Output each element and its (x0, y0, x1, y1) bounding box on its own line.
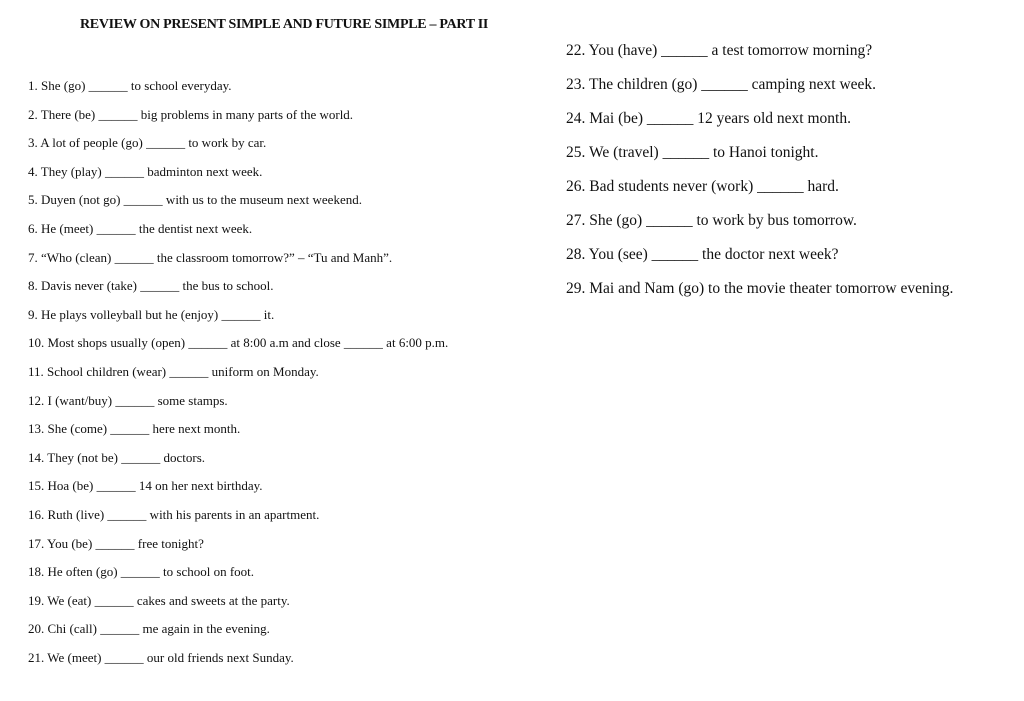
exercise-item: 21. We (meet) ______ our old friends next Sunday. (28, 649, 294, 665)
exercise-item: 14. They (not be) ______ doctors. (28, 449, 206, 465)
exercise-item: 24. Mai (be) ______ 12 years old next month. (566, 110, 851, 127)
exercise-item: 4. They (play) ______ badminton next week. (28, 163, 263, 179)
exercise-item: 9. He plays volleyball but he (enjoy) ______ it. (28, 306, 275, 322)
exercise-item: 28. You (see) ______ the doctor next week? (566, 246, 839, 263)
left-column (28, 76, 548, 676)
exercise-item: 10. Most shops usually (open) ______ at 8:00 a.m and close ______ at 6:00 p.m. (28, 335, 449, 351)
exercise-item: 13. She (come) ______ here next month. (28, 421, 241, 437)
exercise-item: 8. Davis never (take) ______ the bus to school. (28, 278, 274, 294)
right-column (566, 40, 1016, 312)
exercise-item: 6. He (meet) ______ the dentist next week. (28, 220, 253, 236)
exercise-item: 22. You (have) ______ a test tomorrow morning? (566, 42, 873, 59)
exercise-item: 15. Hoa (be) ______ 14 on her next birthday. (28, 478, 263, 494)
exercise-item: 5. Duyen (not go) ______ with us to the museum next weekend. (28, 192, 362, 208)
exercise-item: 2. There (be) ______ big problems in many parts of the world. (28, 106, 354, 122)
exercise-item: 3. A lot of people (go) ______ to work by car. (28, 135, 267, 151)
exercise-item: 17. You (be) ______ free tonight? (28, 535, 204, 551)
exercise-item: 27. She (go) ______ to work by bus tomorrow. (566, 212, 857, 229)
exercise-item: 25. We (travel) ______ to Hanoi tonight. (566, 144, 819, 161)
exercise-item: 12. I (want/buy) ______ some stamps. (28, 392, 228, 408)
exercise-item: 18. He often (go) ______ to school on foot. (28, 564, 255, 580)
exercise-item: 16. Ruth (live) ______ with his parents in an apartment. (28, 506, 320, 522)
exercise-item: 1. She (go) ______ to school everyday. (28, 78, 232, 93)
exercise-item: 29. Mai and Nam (go) to the movie theater tomorrow evening. (566, 280, 954, 297)
exercise-item: 11. School children (wear) ______ uniform on Monday. (28, 363, 319, 379)
exercise-item: 7. “Who (clean) ______ the classroom tomorrow?” – “Tu and Manh”. (28, 249, 393, 265)
exercise-item: 20. Chi (call) ______ me again in the evening. (28, 621, 270, 637)
worksheet-title: REVIEW ON PRESENT SIMPLE AND FUTURE SIMPLE – PART II (80, 17, 489, 32)
exercise-item: 19. We (eat) ______ cakes and sweets at the party. (28, 592, 290, 608)
exercise-item: 23. The children (go) ______ camping next week. (566, 76, 877, 93)
exercise-item: 26. Bad students never (work) ______ hard. (566, 178, 839, 195)
